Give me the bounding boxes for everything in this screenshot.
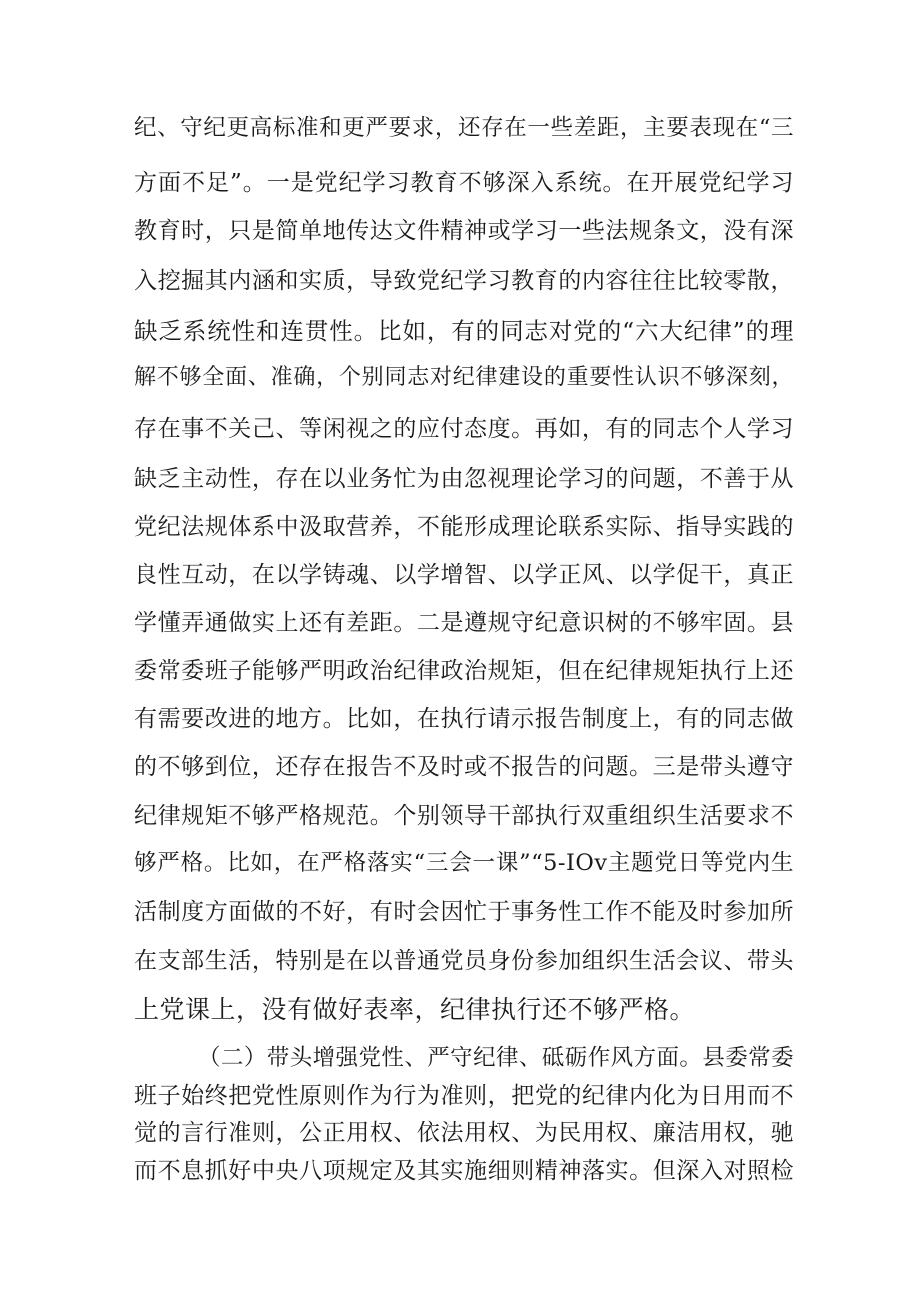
paragraph-1-line: 委常委班子能够严明政治纪律政治规矩，但在纪律规矩执行上还: [134, 658, 794, 684]
paragraph-1-line: 的不够到位，还存在报告不及时或不报告的问题。三是带头遵守: [134, 754, 794, 780]
paragraph-1-line: 缺乏主动性，存在以业务忙为由忽视理论学习的问题，不善于从: [134, 466, 794, 492]
paragraph-1-line: 解不够全面、准确，个别同志对纪律建设的重要性认识不够深刻，: [134, 365, 794, 390]
paragraph-1-line: 缺乏系统性和连贯性。比如，有的同志对党的“六大纪律”的理: [134, 317, 794, 345]
paragraph-1-line: 纪律规矩不够严格规范。个别领导干部执行双重组织生活要求不: [134, 803, 794, 829]
paragraph-1-line: 学懂弄通做实上还有差距。二是遵规守纪意识树的不够牢固。县: [134, 610, 794, 636]
paragraph-2-line: （二）带头增强党性、严守纪律、砥砺作风方面。县委常委: [198, 1045, 794, 1071]
paragraph-1-line: 够严格。比如，在严格落实“三会一课”“5-IOv主题党日等党内生: [134, 850, 794, 876]
paragraph-2-line: 而不息抓好中央八项规定及其实施细则精神落实。但深入对照检: [134, 1158, 794, 1184]
paragraph-1-line: 有需要改进的地方。比如，在执行请示报告制度上，有的同志做: [134, 706, 794, 732]
paragraph-1-line: 在支部生活，特别是在以普通党员身份参加组织生活会议、带头: [134, 948, 794, 974]
paragraph-1-line: 存在事不关己、等闲视之的应付态度。再如，有的同志个人学习: [134, 416, 794, 442]
paragraph-1-line: 方面不足”。一是党纪学习教育不够深入系统。在开展党纪学习: [134, 170, 794, 196]
paragraph-2-line: 觉的言行准则，公正用权、依法用权、为民用权、廉洁用权，驰: [134, 1120, 794, 1146]
paragraph-1-line: 入挖掘其内涵和实质，导致党纪学习教育的内容往往比较零散，: [134, 268, 794, 294]
paragraph-1-line: 教育时，只是简单地传达文件精神或学习一些法规条文，没有深: [134, 218, 794, 244]
paragraph-1-line: 活制度方面做的不好，有时会因忙于事务性工作不能及时参加所: [134, 899, 794, 925]
paragraph-1-line: 良性互动，在以学铸魂、以学增智、以学正风、以学促干，真正: [134, 562, 794, 588]
paragraph-1-line: 上党课上，没有做好表率，纪律执行还不够严格。: [134, 995, 696, 1024]
paragraph-2-line: 班子始终把党性原则作为行为准则，把党的纪律内化为日用而不: [134, 1083, 794, 1109]
paragraph-1-line: 党纪法规体系中汲取营养，不能形成理论联系实际、指导实践的: [134, 514, 794, 540]
paragraph-1-line: 纪、守纪更高标准和更严要求，还存在一些差距，主要表现在“三: [134, 115, 794, 141]
